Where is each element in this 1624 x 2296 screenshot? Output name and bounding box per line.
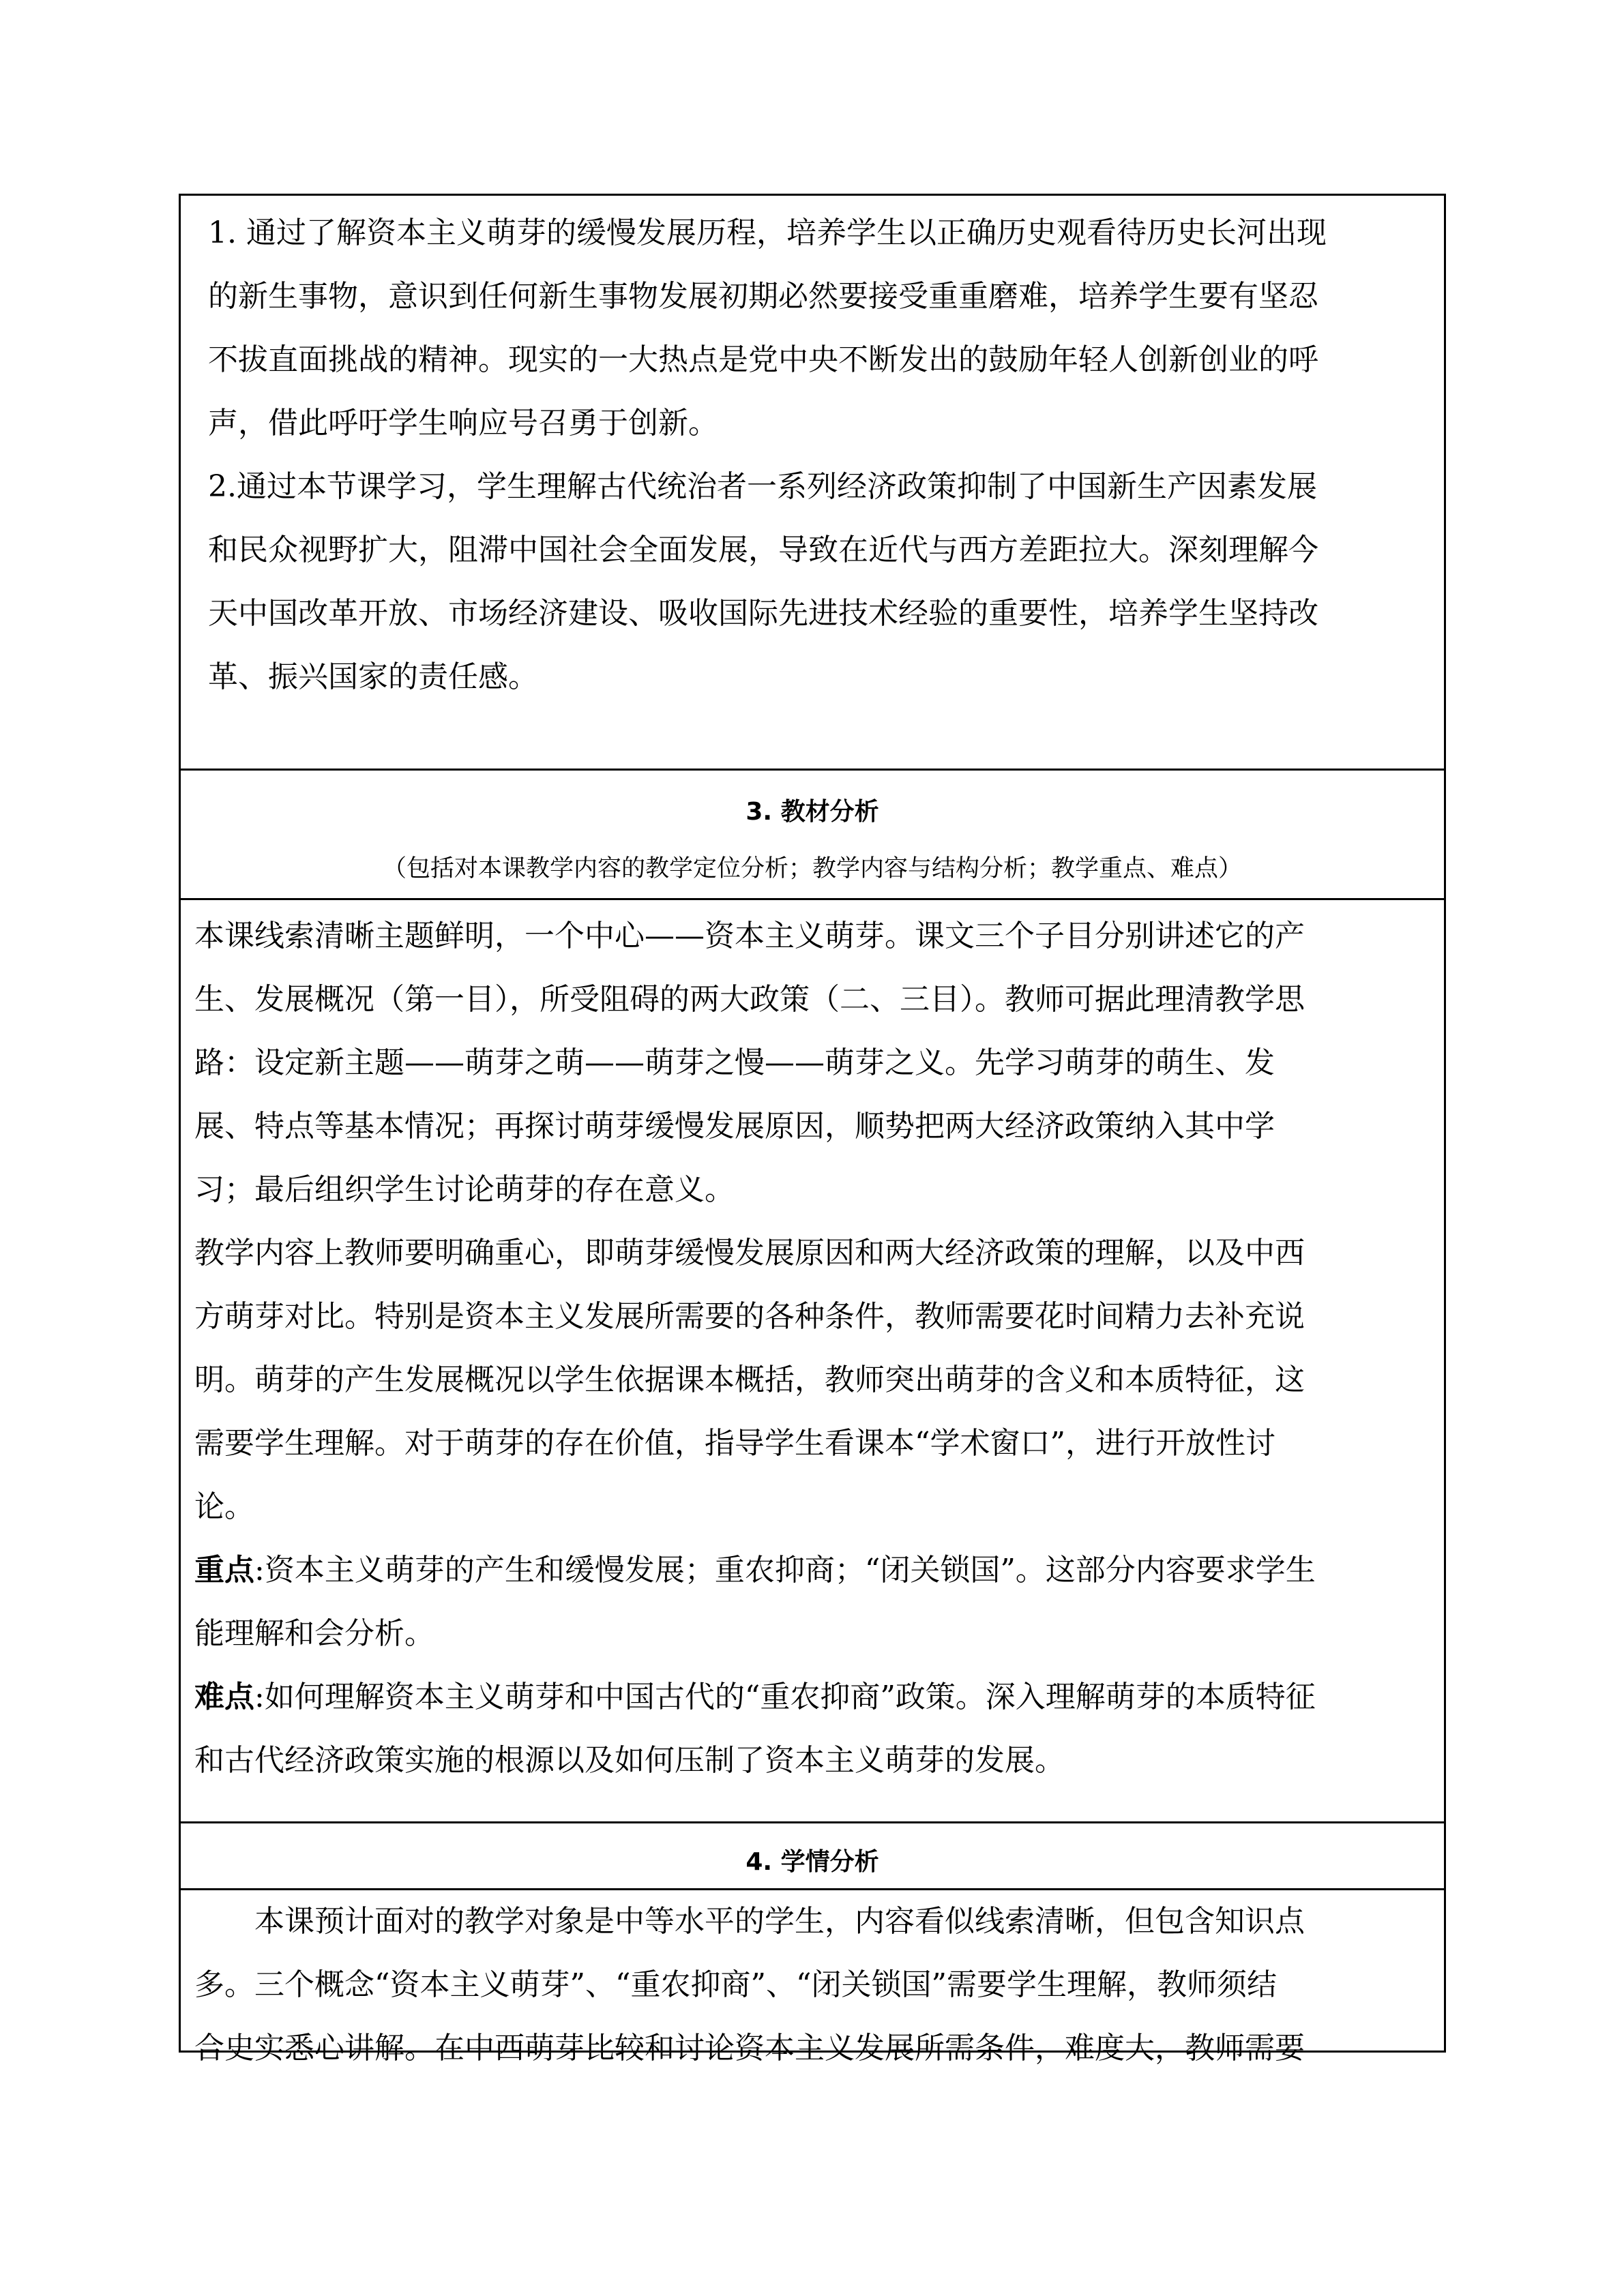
student-analysis-text xyxy=(194,1890,1305,2080)
section-heading: 4. 学情分析 xyxy=(745,1848,879,1876)
student-line: 本课预计面对的教学对象是中等水平的学生，内容看似线索清晰，但包含知识点 xyxy=(254,1904,1305,1939)
objectives-line: 1. 通过了解资本主义萌芽的缓慢发展历程，培养学生以正确历史观看待历史长河出现 xyxy=(208,215,1327,250)
textbook-analysis-text xyxy=(194,904,1316,1792)
objectives-line: 的新生事物，意识到任何新生事物发展初期必然要接受重重磨难，培养学生要有坚忍 xyxy=(208,279,1318,314)
student-line: 多。三个概念“资本主义萌芽”、“重农抑商”、“闭关锁国”需要学生理解，教师须结 xyxy=(194,1967,1277,2002)
analysis-line: 本课线索清晰主题鲜明，一个中心——资本主义萌芽。课文三个子目分别讲述它的产 xyxy=(194,919,1305,953)
analysis-line: 生、发展概况（第一目），所受阻碍的两大政策（二、三目）。教师可据此理清教学思 xyxy=(194,982,1305,1017)
analysis-line: 展、特点等基本情况；再探讨萌芽缓慢发展原因，顺势把两大经济政策纳入其中学 xyxy=(194,1109,1275,1144)
analysis-line: 习；最后组织学生讨论萌芽的存在意义。 xyxy=(194,1172,735,1207)
difficulty-label: 难点 xyxy=(194,1680,254,1714)
key-point-text: :资本主义萌芽的产生和缓慢发展；重农抑商；“闭关锁国”。这部分内容要求学生 xyxy=(254,1553,1316,1587)
section-subheading: （包括对本课教学内容的教学定位分析；教学内容与结构分析；教学重点、难点） xyxy=(382,855,1242,882)
difficulty-text: :如何理解资本主义萌芽和中国古代的“重农抑商”政策。深入理解萌芽的本质特征 xyxy=(254,1680,1316,1714)
objectives-line: 不拔直面挑战的精神。现实的一大热点是党中央不断发出的鼓励年轻人创新创业的呼 xyxy=(208,342,1318,377)
objectives-line: 革、振兴国家的责任感。 xyxy=(208,659,538,694)
analysis-line: 论。 xyxy=(194,1489,254,1524)
objectives-line: 天中国改革开放、市场经济建设、吸收国际先进技术经验的重要性，培养学生坚持改 xyxy=(208,596,1318,631)
objectives-line: 和民众视野扩大，阻滞中国社会全面发展，导致在近代与西方差距拉大。深刻理解今 xyxy=(208,533,1318,567)
difficulty-line: 和古代经济政策实施的根源以及如何压制了资本主义萌芽的发展。 xyxy=(194,1743,1065,1778)
analysis-line: 方萌芽对比。特别是资本主义发展所需要的各种条件，教师需要花时间精力去补充说 xyxy=(194,1299,1305,1334)
objectives-line: 声，借此呼吁学生响应号召勇于创新。 xyxy=(208,406,718,441)
key-point-line xyxy=(194,1538,1316,1602)
objectives-cell xyxy=(181,196,1444,771)
section-heading: 3. 教材分析 xyxy=(745,798,879,826)
difficulty-line xyxy=(194,1665,1316,1729)
student-analysis-header-cell xyxy=(181,1823,1444,1890)
objectives-line: 2.通过本节课学习，学生理解古代统治者一系列经济政策抑制了中国新生产因素发展 xyxy=(208,469,1317,504)
student-analysis-cell xyxy=(181,1890,1444,2066)
student-line: 合史实悉心讲解。在中西萌芽比较和讨论资本主义发展所需条件，难度大，教师需要 xyxy=(194,2031,1305,2066)
analysis-line: 教学内容上教师要明确重心，即萌芽缓慢发展原因和两大经济政策的理解，以及中西 xyxy=(194,1236,1305,1270)
analysis-line: 需要学生理解。对于萌芽的存在价值，指导学生看课本“学术窗口”，进行开放性讨 xyxy=(194,1426,1275,1461)
analysis-line: 明。萌芽的产生发展概况以学生依据课本概括，教师突出萌芽的含义和本质特征，这 xyxy=(194,1362,1305,1397)
key-point-label: 重点 xyxy=(194,1553,254,1587)
key-point-line: 能理解和会分析。 xyxy=(194,1616,434,1651)
textbook-analysis-header-cell xyxy=(181,771,1444,900)
analysis-line: 路：设定新主题——萌芽之萌——萌芽之慢——萌芽之义。先学习萌芽的萌生、发 xyxy=(194,1045,1275,1080)
objectives-text xyxy=(208,201,1327,709)
lesson-plan-table xyxy=(179,194,1446,2066)
textbook-analysis-cell xyxy=(181,900,1444,1823)
